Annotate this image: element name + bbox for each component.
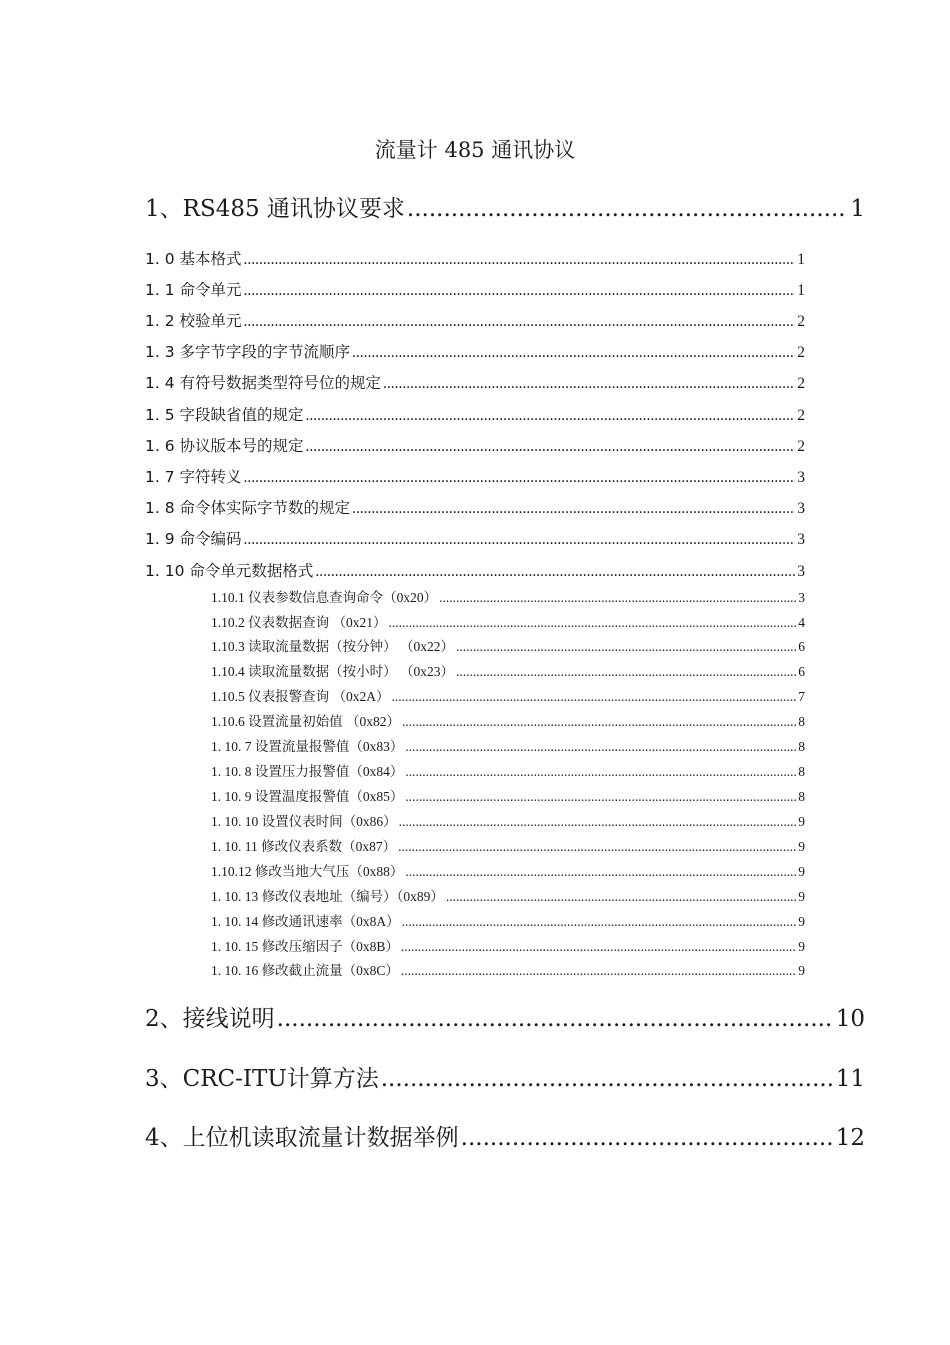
toc-leader-dots [381,1063,834,1095]
toc-entry-label: 1. 10. 8 设置压力报警值（0x84） [211,764,404,779]
toc-leader-dots [439,588,796,608]
toc-entry-label: 1. 3 多字节字段的字节流顺序 [145,343,351,361]
toc-entry-label: 1. 10. 15 修改压缩因子（0x8B） [211,939,399,954]
toc-leader-dots [244,467,796,489]
toc-entry-section-1[interactable] [145,193,865,225]
toc-entry-1-1[interactable] [145,279,805,302]
toc-entry-1-4[interactable] [145,372,805,395]
toc-entry-label: 1. 8 命令体实际字节数的规定 [145,499,351,517]
toc-leader-dots [244,280,796,302]
toc-entry-page: 2 [797,438,805,455]
toc-entry-label: 1. 10. 14 修改通讯速率（0x8A） [211,914,400,929]
toc-entry-label: 1. 10. 10 设置仪表时间（0x86） [211,814,397,829]
toc-entry-page: 9 [798,939,805,954]
toc-entry-page: 4 [798,615,805,630]
toc-leader-dots [402,912,797,932]
toc-entry-page: 7 [798,689,805,704]
toc-leader-dots [405,737,796,757]
toc-entry-label: 1. 0 基本格式 [145,250,242,268]
toc-entry-label: 1. 1 命令单元 [145,281,242,299]
toc-leader-dots [306,436,796,458]
toc-leader-dots [461,1122,834,1154]
toc-leader-dots [399,812,797,832]
toc-entry-1-10-1[interactable] [211,588,805,608]
toc-entry-1-0[interactable] [145,248,805,271]
document-title: 流量计 485 通讯协议 [374,138,576,162]
toc-entry-page: 1 [797,282,805,299]
toc-entry-page: 8 [798,739,805,754]
toc-entry-1-10-7[interactable] [211,737,805,757]
toc-entry-1-10-16[interactable] [211,961,805,981]
toc-leader-dots [401,937,796,957]
toc-entry-page: 9 [798,963,805,978]
toc-leader-dots [244,529,796,551]
toc-entry-label: 1. 10 命令单元数据格式 [145,562,314,580]
toc-entry-page: 10 [835,1006,865,1032]
toc-entry-page: 3 [798,590,805,605]
toc-entry-page: 8 [798,789,805,804]
toc-entry-page: 1 [850,196,865,222]
toc-entry-label: 1.10.2 仪表数据查询 （0x21） [211,615,387,630]
toc-entry-label: 1. 9 命令编码 [145,530,242,548]
toc-entry-page: 3 [797,563,805,580]
toc-entry-1-10-3[interactable] [211,637,805,657]
toc-leader-dots [398,837,796,857]
toc-leader-dots [277,1003,834,1035]
toc-entry-label: 1. 4 有符号数据类型符号位的规定 [145,374,382,392]
toc-leader-dots [456,637,796,657]
toc-entry-page: 2 [797,344,805,361]
toc-entry-section-3[interactable] [145,1063,865,1095]
toc-entry-label: 1.10.6 设置流量初始值 （0x82） [211,714,400,729]
toc-entry-1-10-6[interactable] [211,712,805,732]
toc-entry-label: 1.10.1 仪表参数信息查询命令（0x20） [211,590,438,605]
toc-entry-label: 1. 10. 16 修改截止流量（0x8C） [211,963,399,978]
toc-entry-section-2[interactable] [145,1003,865,1035]
toc-entry-label: 1.10.5 仪表报警查询 （0x2A） [211,689,390,704]
toc-entry-label: 4、上位机读取流量计数据举例 [145,1125,459,1151]
toc-entry-1-10-4[interactable] [211,662,805,682]
toc-entry-label: 1.10.12 修改当地大气压（0x88） [211,864,404,879]
toc-leader-dots [402,712,796,732]
toc-leader-dots [407,193,848,225]
toc-entry-label: 1. 10. 11 修改仪表系数（0x87） [211,839,397,854]
toc-entry-label: 1.10.3 读取流量数据（按分钟） （0x22） [211,639,454,654]
toc-entry-page: 12 [835,1125,865,1151]
toc-leader-dots [352,498,795,520]
toc-entry-1-10-15[interactable] [211,937,805,957]
toc-entry-page: 9 [798,814,805,829]
toc-entry-page: 2 [797,375,805,392]
toc-leader-dots [383,373,795,395]
toc-entry-1-3[interactable] [145,341,805,364]
toc-leader-dots [389,613,797,633]
toc-entry-label: 1. 2 校验单元 [145,312,242,330]
toc-entry-label: 1、RS485 通讯协议要求 [145,196,405,222]
toc-entry-label: 1.10.4 读取流量数据（按小时） （0x23） [211,664,454,679]
toc-entry-label: 1. 6 协议版本号的规定 [145,437,304,455]
toc-leader-dots [392,687,797,707]
toc-entry-1-8[interactable] [145,497,805,520]
toc-entry-page: 3 [797,500,805,517]
toc-entry-page: 3 [797,469,805,486]
toc-entry-page: 9 [798,914,805,929]
toc-entry-1-10-2[interactable] [211,613,805,633]
toc-entry-section-4[interactable] [145,1122,865,1154]
toc-entry-1-2[interactable] [145,310,805,333]
toc-entry-1-10-8[interactable] [211,762,805,782]
toc-entry-1-10-13[interactable] [211,887,805,907]
toc-entry-1-5[interactable] [145,404,805,427]
toc-leader-dots [244,311,796,333]
toc-entry-label: 2、接线说明 [145,1006,275,1032]
toc-entry-1-10-14[interactable] [211,912,805,932]
toc-entry-page: 8 [798,714,805,729]
toc-entry-1-6[interactable] [145,435,805,458]
toc-entry-page: 1 [797,251,805,268]
toc-entry-1-10-9[interactable] [211,787,805,807]
toc-entry-1-9[interactable] [145,528,805,551]
toc-entry-page: 6 [798,664,805,679]
toc-entry-1-10-5[interactable] [211,687,805,707]
toc-leader-dots [315,561,795,583]
toc-entry-page: 11 [835,1066,865,1092]
toc-leader-dots [306,405,796,427]
toc-entry-page: 3 [797,531,805,548]
toc-entry-label: 3、CRC-ITU计算方法 [145,1066,379,1092]
toc-entry-page: 2 [797,407,805,424]
toc-leader-dots [405,862,796,882]
toc-entry-1-10-11[interactable] [211,837,805,857]
toc-leader-dots [352,342,795,364]
toc-entry-1-10[interactable] [145,560,805,583]
toc-leader-dots [456,662,796,682]
toc-entry-label: 1. 10. 13 修改仪表地址（编号）（0x89） [211,889,444,904]
toc-entry-label: 1. 10. 9 设置温度报警值（0x85） [211,789,404,804]
toc-entry-page: 8 [798,764,805,779]
toc-entry-label: 1. 7 字符转义 [145,468,242,486]
toc-entry-page: 9 [798,889,805,904]
toc-entry-label: 1. 5 字段缺省值的规定 [145,406,304,424]
toc-entry-1-10-12[interactable] [211,862,805,882]
toc-leader-dots [405,787,796,807]
toc-leader-dots [401,961,796,981]
toc-entry-1-7[interactable] [145,466,805,489]
toc-entry-page: 9 [798,864,805,879]
toc-leader-dots [446,887,796,907]
toc-leader-dots [405,762,796,782]
toc-entry-page: 2 [797,313,805,330]
toc-entry-page: 9 [798,839,805,854]
toc-entry-page: 6 [798,639,805,654]
toc-entry-1-10-10[interactable] [211,812,805,832]
toc-entry-label: 1. 10. 7 设置流量报警值（0x83） [211,739,404,754]
toc-leader-dots [244,249,796,271]
